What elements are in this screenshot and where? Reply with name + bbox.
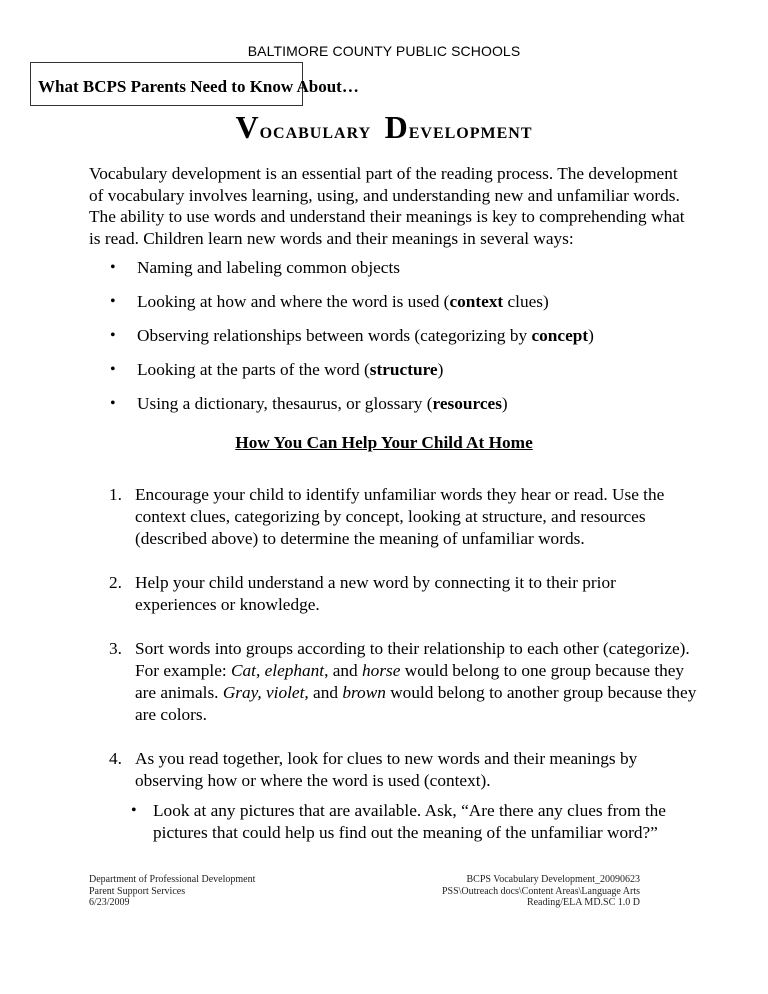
- step-number: 1.: [109, 485, 122, 504]
- step-text: As you read together, look for clues to new words and their meanings by observing how or where the word is used (context).: [135, 749, 638, 790]
- help-step: [109, 572, 699, 616]
- sub-bullet-text: Look at any pictures that are available. Ask, “Are there any clues from the pictures that could help us find out the meaning of the unfamiliar word?”: [153, 801, 666, 842]
- ways-list-item: [109, 325, 768, 346]
- ways-text: Looking at the parts of the word (: [137, 360, 370, 379]
- footer-document-id: BCPS Vocabulary Development_20090623: [466, 874, 640, 885]
- step-text: Encourage your child to identify unfamiliar words they hear or read. Use the context clues, categorizing by concept, looking at structure, and resources (described above) to determine the meaning of unfamiliar words.: [135, 485, 665, 548]
- ways-keyword: context: [449, 292, 504, 311]
- help-step: [109, 484, 699, 550]
- step-text: [135, 639, 696, 724]
- footer-date: 6/23/2009: [89, 897, 130, 908]
- step-text-part: Sort words into groups according to their relationship to each other (categorize). For example:: [135, 639, 690, 680]
- step-number: 2.: [109, 573, 122, 592]
- step-text-part: would belong to one group because they are animals.: [135, 661, 685, 702]
- ways-keyword: structure: [369, 360, 438, 379]
- ways-text: Observing relationships between words (categorizing by: [137, 326, 532, 345]
- organization-header: BALTIMORE COUNTY PUBLIC SCHOOLS: [247, 43, 521, 59]
- example-horse: horse: [362, 661, 401, 680]
- page-footer: [89, 874, 640, 929]
- step-text-part: and: [308, 683, 343, 702]
- example-brown: brown: [342, 683, 386, 702]
- title-word-vocabulary: ocabulary: [259, 118, 372, 143]
- example-colors: Gray, violet,: [222, 683, 309, 702]
- ways-text: Naming and labeling common objects: [137, 258, 400, 277]
- footer-classification: Reading/ELA MD.SC 1.0 D: [526, 897, 640, 908]
- title-initial-d: D: [384, 109, 409, 145]
- footer-service: Parent Support Services: [89, 885, 186, 897]
- footer-department: Department of Professional Development: [89, 874, 256, 885]
- kicker-text: What BCPS Parents Need to Know About…: [38, 77, 359, 96]
- ways-keyword: concept: [531, 326, 589, 345]
- help-step: [109, 748, 699, 792]
- step-number: 4.: [109, 749, 122, 768]
- example-animals: Cat, elephant: [230, 661, 325, 680]
- ways-list-item: [109, 291, 768, 312]
- help-step: [109, 638, 699, 726]
- intro-paragraph: Vocabulary development is an essential part of the reading process. The development of vocabulary involves learning, using, and understanding new and unfamiliar words. The ability to use words and understand their meanings is key to comprehending what is read. Children learn new words and their meanings in several ways:: [89, 164, 685, 248]
- ways-list-item: [109, 393, 768, 414]
- kicker-box: [30, 62, 359, 106]
- ways-text-after: ): [501, 394, 508, 413]
- step-text: Help your child understand a new word by connecting it to their prior experiences or knowledge.: [135, 573, 616, 614]
- ways-text-after: clues): [503, 292, 549, 311]
- ways-list-item: [109, 257, 768, 278]
- step-number: 3.: [109, 639, 122, 658]
- ways-keyword: resources: [432, 394, 502, 413]
- ways-text-after: ): [437, 360, 444, 379]
- help-section-heading: How You Can Help Your Child At Home: [235, 433, 533, 452]
- step-text-part: , and: [324, 661, 363, 680]
- title-word-development: evelopment: [408, 118, 533, 143]
- ways-list-item: [109, 359, 768, 380]
- footer-right: [442, 874, 640, 909]
- ways-text: Looking at how and where the word is used (: [137, 292, 450, 311]
- help-steps-list: [109, 484, 699, 844]
- footer-left: [89, 874, 255, 909]
- step-sub-bullet: [131, 800, 699, 844]
- ways-list: [109, 257, 768, 414]
- title-initial-v: V: [235, 109, 260, 145]
- document-title: [0, 108, 768, 150]
- bullet-icon: •: [131, 802, 137, 819]
- step-text-part: would belong to another group because they are colors.: [135, 683, 697, 724]
- footer-path: PSS\Outreach docs\Content Areas\Language Arts: [441, 885, 640, 897]
- ways-text-after: ): [588, 326, 594, 345]
- ways-text: Using a dictionary, thesaurus, or glossary (: [137, 394, 433, 413]
